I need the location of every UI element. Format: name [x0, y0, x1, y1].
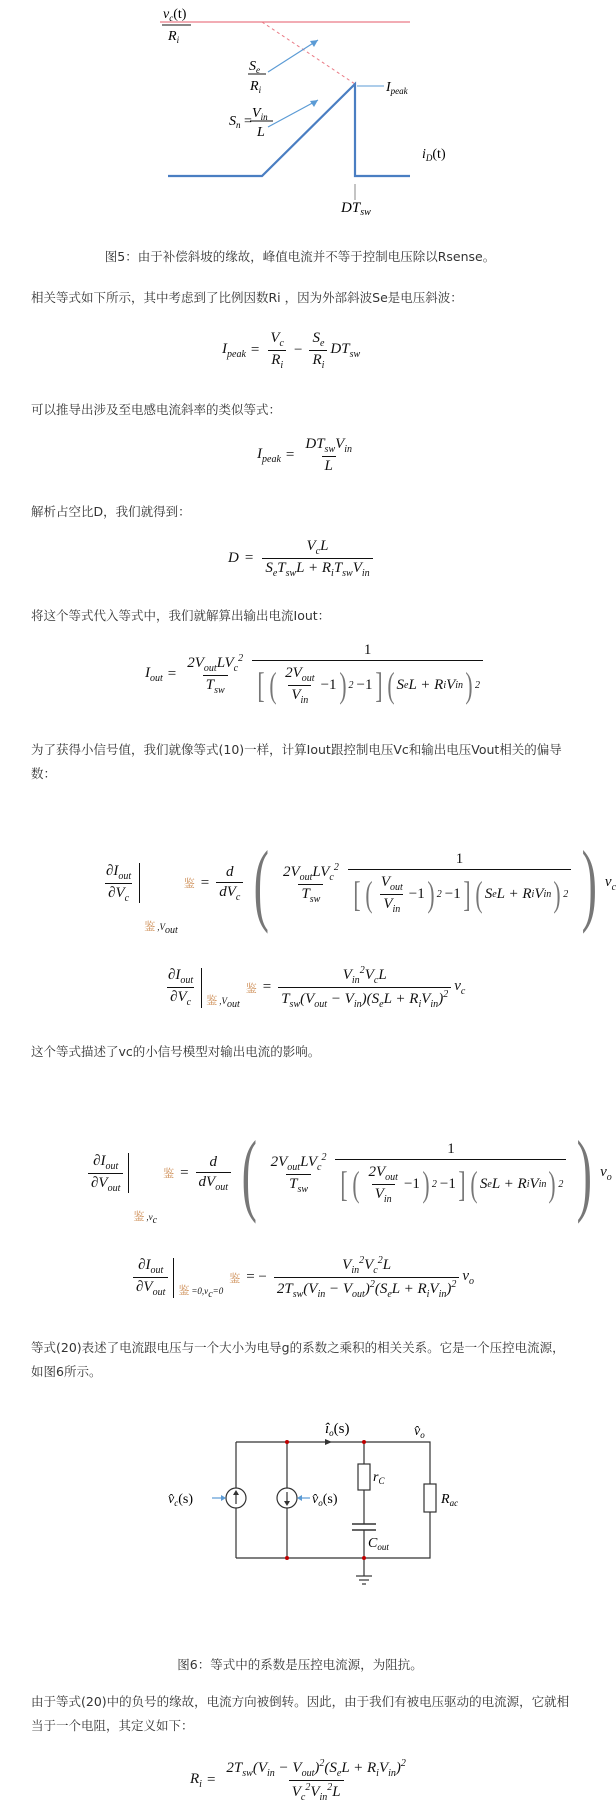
cout-label: $C_{out}$	[368, 1536, 389, 1552]
vo-label-arrow-head	[297, 1495, 302, 1501]
paragraph-duty-cycle: 解析占空比D，我们就得到：	[31, 504, 191, 519]
vc-label-arrow-head	[221, 1495, 226, 1501]
bottom-wire	[236, 1534, 430, 1558]
figure-6-caption: 图6：等式中的系数是压控电流源，为阻抗。	[177, 1657, 423, 1672]
equation-duty-cycle: D = $\frac{V_cL}{S_eT_{sw}L + R_iT_{sw}V_{in}}$	[228, 538, 376, 579]
paragraph-scaling-factor: 相关等式如下所示，其中考虑到了比例因数Ri ，因为外部斜波Se是电压斜波：	[31, 290, 463, 305]
se-ri-label: $R_i$	[250, 79, 262, 95]
equation-partial-vout: $\frac{\partial I_{out}}{\partial V_{out}}$ 鉴 $,v_c$ 鉴 = $\frac{d}{dV_{out}}$ ( $\frac{2V_{out}LV_c^2}{T_{sw}}$ 1 [ ( $\frac{2V_{out}}{V_{in}}$ −1 ) 2 −1 ] ( S e L + R i V in ) 2 ) $v_o$	[85, 1120, 612, 1226]
equation-partial-vout-result: $\frac{\partial I_{out}}{\partial V_{out}}$ 鉴 $=0,v_c=0$ 鉴 = − $\frac{V_{in}^2V_c^2L}{2T_{sw}(V_{in} - V_{out})^2(S_eL + R_iV_{in})^2}$ $v_o$	[130, 1255, 474, 1300]
equation-iout: $I_{out}$ = $\frac{2V_{out}LV_c^2}{T_{sw}}$ 1 [ ( $\frac{2V_{out}}{V_{in}}$ −1 ) 2 −1 ] ( S e L + R i V in ) 2	[145, 642, 486, 706]
paragraph-vc-effect: 这个等式描述了vc的小信号模型对输出电流的影响。	[31, 1044, 321, 1059]
figure-6-circuit	[0, 1408, 600, 1588]
se-label: $S_e$	[249, 59, 260, 75]
equation-ri-definition: $R_i$ = $\frac{2T_{sw}(V_{in} - V_{out})^2(S_eL + R_iV_{in})^2}{V_c^2V_{in}^2L}$	[190, 1758, 406, 1803]
ri-label: $R_i$	[168, 29, 180, 45]
io-arrow-head	[325, 1439, 332, 1445]
rac-label: $R_{ac}$	[441, 1492, 459, 1508]
ipeak-label: $I_{peak}$	[386, 80, 408, 96]
se-arrow-head	[310, 40, 318, 47]
paragraph-vccs: 等式(20)表述了电流跟电压与一个大小为电导g的系数之乘积的相关关系。它是一个压控电流源，如图6所示。	[31, 1340, 565, 1379]
paragraph-resistance: 由于等式(20)中的负号的缘故，电流方向被倒转。因此，由于我们有被电压驱动的电流源，它就相当于一个电阻，其定义如下：	[31, 1694, 570, 1733]
vo-source-label: $v̂_o(s)$	[312, 1492, 338, 1508]
vc-source-label: $v̂_c(s)$	[168, 1492, 193, 1508]
node-top-left	[285, 1440, 289, 1444]
compensation-ramp-line	[262, 22, 355, 84]
vo-node-label: $v̂_o$	[414, 1424, 425, 1440]
paragraph-output-current: 将这个等式代入等式中，我们就解算出输出电流Iout：	[31, 608, 331, 623]
resistor-rac	[424, 1484, 436, 1512]
dt-label: $DT_{sw}$	[341, 200, 371, 218]
paragraph-inductor-slope: 可以推导出涉及至电感电流斜率的类似等式：	[31, 402, 282, 417]
vin-label: $V_{in}$	[252, 106, 268, 122]
equation-ipeak-inductor: $I_{peak}$ = $\frac{DT_{sw}V_{in}}{L}$	[257, 436, 353, 474]
l-label: L	[257, 125, 265, 140]
equation-ipeak: $I_{peak}$ = $\frac{V_c}{R_i}$ − $\frac{S_e}{R_i}$ $DT_{sw}$	[222, 330, 361, 371]
node-bottom-left	[285, 1556, 289, 1560]
paragraph-small-signal: 为了获得小信号值，我们就像等式(10)一样，计算Iout跟控制电压Vc和输出电压Vout相关的偏导数：	[31, 742, 562, 781]
io-label: $î_o(s)$	[325, 1421, 350, 1438]
id-label: $i_D(t)$	[422, 147, 446, 163]
inductor-current-waveform	[168, 84, 410, 176]
figure-5-caption: 图5：由于补偿斜坡的缘故，峰值电流并不等于控制电压除以Rsense。	[104, 249, 496, 264]
rc-label: $r_C$	[373, 1470, 385, 1486]
resistor-rc	[358, 1464, 370, 1490]
figure-5-waveform	[0, 0, 600, 218]
vc-label: $v_c(t)$	[163, 7, 187, 23]
sn-arrow	[268, 100, 318, 127]
sn-label: $S_n$ =	[229, 114, 252, 130]
node-top-mid	[362, 1440, 366, 1444]
se-arrow	[268, 40, 318, 72]
equation-partial-vc-result: $\frac{\partial I_{out}}{\partial V_c}$ 鉴 $,V_{out}$ 鉴 = $\frac{V_{in}^2V_cL}{T_{sw}(V_{out} - V_{in})(S_eL + R_iV_{in})^2}$ $v_c$	[168, 965, 466, 1010]
equation-partial-vc: $\frac{\partial I_{out}}{\partial V_c}$ 鉴 $,V_{out}$ 鉴 = $\frac{d}{dV_c}$ ( $\frac{2V_{out}LV_c^2}{T_{sw}}$ 1 [ ( $\frac{V_{out}}{V_{in}}$ −1 ) 2 −1 ] ( S e L + R i V in ) 2 ) $v_c$	[106, 832, 616, 936]
node-bottom-mid	[362, 1556, 366, 1560]
